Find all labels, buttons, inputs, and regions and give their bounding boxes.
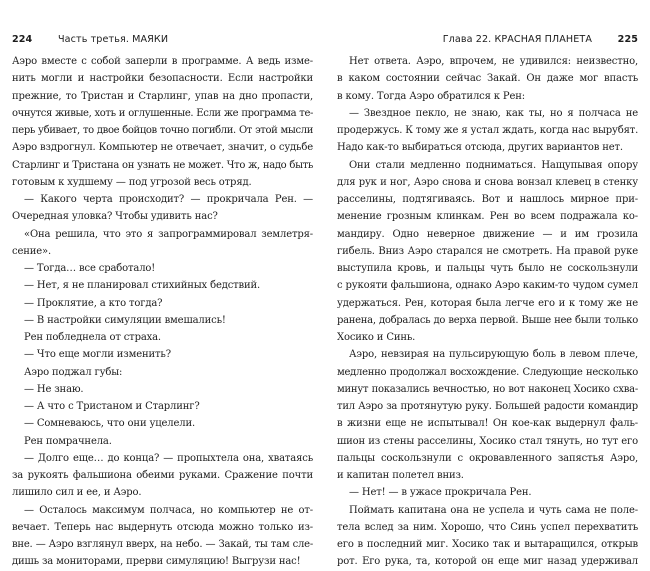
text-line: — Не знаю.	[24, 383, 84, 395]
text-line: гибель. Вниз Аэро старался не смотреть. На правой руке	[337, 245, 638, 257]
text-line: пальцы соскользнули с окровавленного запястья Аэро,	[337, 452, 638, 464]
text-line: — Нет! — в ужасе прокричала Рен.	[349, 487, 532, 499]
text-line: рот. Его рука, та, которой он еще миг назад удерживал	[337, 556, 638, 568]
text-line: дишь за мониторами, прерви симуляцию! Выгрузи нас!	[12, 556, 301, 568]
text-line: выступила кровь, и пальцы чуть было не соскользнули	[337, 263, 638, 274]
text-line: Хосико и Синь.	[337, 332, 416, 343]
text-line: вне. — Аэро взглянул вверх, на небо. — Закай, ты там сле-	[12, 539, 313, 550]
text-line: — Нет, я не планировал стихийных бедствий.	[24, 280, 261, 292]
text-line: медленно продолжал восхождение. Следующие несколько	[337, 366, 638, 378]
text-line: Аэро вместе с собой заперли в программе. А ведь изме-	[12, 56, 313, 67]
text-line: ранена, добралась до верха первой. Выше нее были только	[337, 314, 638, 326]
text-line: лишило сил и ее, и Аэро.	[12, 487, 142, 499]
text-line: очнутся живые, хоть и оглушенные. Если же программа те-	[12, 107, 313, 119]
text-line: менение грозным клинкам. Рен во всем подражала ко-	[337, 211, 638, 223]
text-line: нить могли и настройки безопасности. Если настройки	[12, 73, 313, 85]
text-line: Поймать капитана она не успела и чуть сама не поле-	[349, 504, 638, 516]
text-line: Рен побледнела от страха.	[24, 332, 161, 343]
right-page-text	[337, 53, 638, 571]
text-line: тил Аэро за протянутую руку. Большей радости командир	[337, 401, 638, 412]
text-line: мандиру. Одно неверное движение — и им грозила	[337, 228, 638, 240]
text-line: продержусь. К тому же я устал ждать, когда нас вырубят.	[337, 125, 639, 136]
text-line: тела вслед за ним. Хорошо, что Синь успел перехватить	[337, 521, 638, 533]
page-number: 224	[12, 34, 33, 45]
text-line: расселины, подтягиваясь. Вот и нашлось мирное при-	[337, 194, 638, 205]
text-line: за рукоять фальшиона обеими руками. Сражение почти	[12, 470, 313, 481]
text-line: с рукояти фальшиона, однако Аэро каким-то чудом сумел	[337, 280, 638, 292]
text-line: прежние, то Тристан и Старлинг, упав на дно пропасти,	[12, 90, 313, 102]
page-number: 225	[617, 34, 638, 45]
text-line: в жизни еще не испытывал! Он кое-как выдернул фаль-	[337, 418, 638, 430]
text-line: минут показались вечностью, но вот наконец Хосико схва-	[337, 383, 638, 395]
text-line: — Долго еще… до конца? — пропыхтела она, хватаясь	[24, 452, 313, 464]
text-line: в каком состоянии сейчас Закай. Он даже мог впасть	[337, 73, 638, 85]
text-line: Аэро вздрогнул. Компьютер не отвечает, значит, о судьбе	[12, 142, 313, 154]
text-line: и капитан полетел вниз.	[337, 470, 464, 481]
running-title: Глава 22. КРАСНАЯ ПЛАНЕТА	[442, 34, 592, 45]
text-line: — Проклятие, а кто тогда?	[24, 297, 163, 309]
text-line: Аэро поджал губы:	[24, 366, 123, 378]
text-line: для рук и ног, Аэро снова и снова вонзал клевец в стенку	[337, 176, 638, 188]
text-line: вечает. Теперь нас выдернуть отсюда можно только из-	[12, 521, 313, 533]
text-line: его в последний миг. Хосико так и вытаращился, открыв	[337, 539, 638, 550]
text-line: — Осталось максимум полчаса, но компьютер не от-	[24, 504, 313, 516]
text-line: — Тогда… все сработало!	[24, 263, 156, 274]
text-line: Они стали медленно подниматься. Нащупывая опору	[349, 159, 638, 171]
text-line: в кому. Тогда Аэро обратился к Рен:	[337, 90, 526, 102]
text-line: сение».	[12, 245, 52, 257]
text-line: Аэро, невзирая на пульсирующую боль в левом плече,	[349, 349, 638, 361]
text-line: удержаться. Рен, которая была легче его и к тому же не	[337, 297, 638, 309]
text-line: шион из стены расселины, Хосико стал тянуть, но тут его	[337, 435, 638, 447]
text-line: Старлинг и Тристана он узнать не может. Что ж, надо быть	[12, 159, 313, 171]
text-line: — Что еще могли изменить?	[24, 349, 171, 361]
text-line: — Сомневаюсь, что они уцелели.	[24, 418, 195, 430]
right-page	[337, 0, 639, 568]
left-page	[12, 0, 313, 568]
text-line: Нет ответа. Аэро, впрочем, не удивился: неизвестно,	[349, 56, 638, 67]
text-line: «Она решила, что это я запрограммировал землетря-	[24, 228, 313, 240]
text-line: — В настройки симуляции вмешались!	[24, 314, 226, 326]
left-page-text	[12, 53, 313, 571]
text-line: готовым к худшему — под угрозой весь отряд.	[12, 176, 252, 188]
left-running-header	[12, 34, 313, 48]
text-line: Очередная уловка? Чтобы удивить нас?	[12, 211, 218, 223]
text-line: Надо как-то выбираться отсюда, других вариантов нет.	[337, 142, 623, 154]
text-line: — Звездное пекло, не знаю, как ты, но я полчаса не	[349, 107, 638, 119]
text-line: — А что с Тристаном и Старлинг?	[24, 401, 200, 412]
text-line: Рен помрачнела.	[24, 435, 112, 447]
running-title: Часть третья. МАЯКИ	[58, 34, 169, 45]
text-line: перь убивает, то двое бойцов точно погибли. От этой мысли	[12, 125, 313, 136]
text-line: — Какого черта происходит? — прокричала Рен. —	[24, 194, 313, 205]
right-running-header	[337, 34, 638, 48]
